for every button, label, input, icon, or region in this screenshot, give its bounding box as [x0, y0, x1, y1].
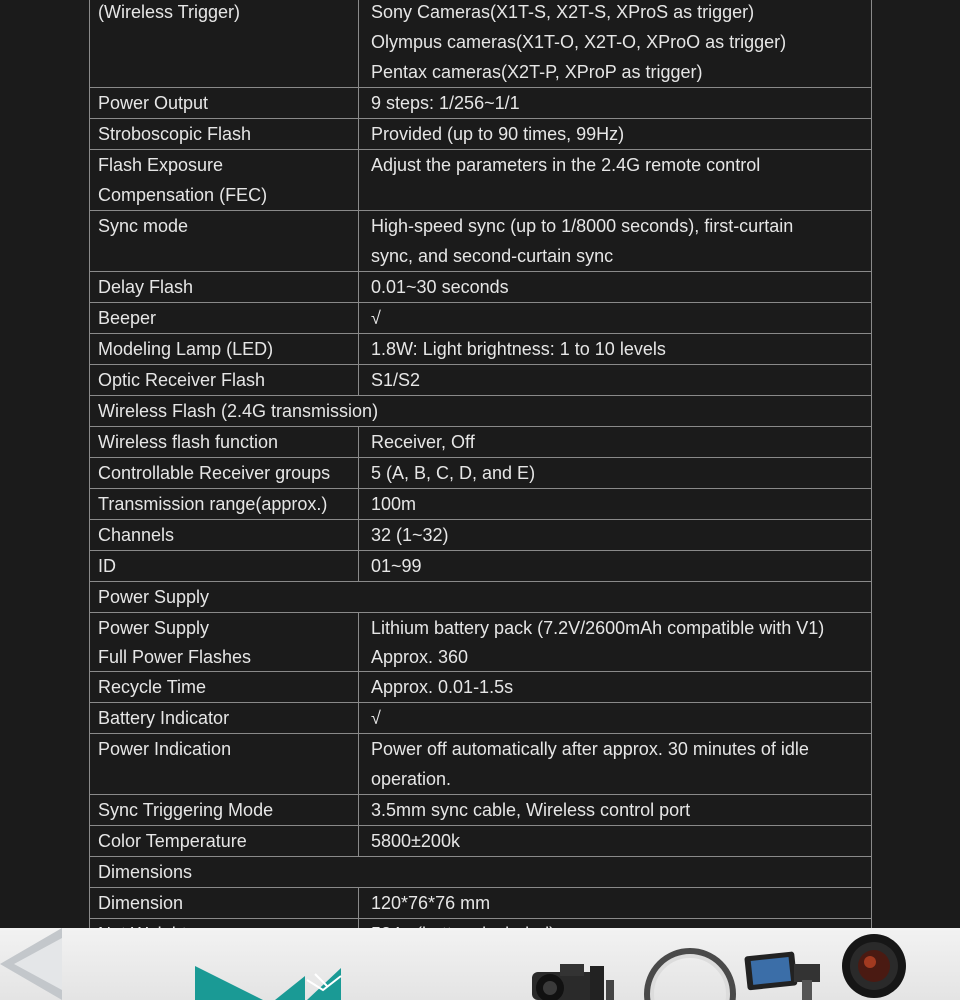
spec-label-line: ID: [98, 556, 116, 576]
spec-label-line: Recycle Time: [98, 677, 207, 697]
spec-value: [359, 826, 872, 857]
table-row: [90, 888, 872, 919]
table-row: [90, 272, 872, 303]
table-row: [90, 489, 872, 520]
spec-value: [359, 334, 872, 365]
spec-label: [90, 150, 359, 211]
spec-label-line: Wireless flash function: [98, 432, 279, 452]
spec-value-line: 5 (A, B, C, D, and E): [371, 463, 536, 483]
spec-value-line: √: [371, 708, 381, 728]
section-row: [90, 857, 872, 888]
table-row: [90, 88, 872, 119]
section-heading: [90, 857, 872, 888]
spec-label: [90, 211, 359, 272]
spec-value-line: 0.01~30 seconds: [371, 277, 509, 297]
spec-value-line: 3.5mm sync cable, Wireless control port: [371, 800, 691, 820]
spec-label: [90, 888, 359, 919]
spec-label-line: (Wireless Trigger): [98, 2, 241, 22]
spec-label-line: Battery Indicator: [98, 708, 230, 728]
spec-value: [359, 427, 872, 458]
table-row: [90, 520, 872, 551]
spec-label: [90, 672, 359, 703]
table-row: [90, 365, 872, 396]
table-row: [90, 211, 872, 272]
spec-label: [90, 427, 359, 458]
section-heading: [90, 582, 872, 613]
section-heading: [90, 396, 872, 427]
section-heading-line: Power Supply: [98, 587, 210, 607]
spec-label: [90, 334, 359, 365]
brand-logo-icon: [195, 966, 345, 1000]
spec-value-line: 100m: [371, 494, 417, 514]
spec-label: [90, 520, 359, 551]
spec-label-line: Controllable Receiver groups: [98, 463, 331, 483]
table-row: [90, 303, 872, 334]
spec-value-line: Sony Cameras(X1T-S, X2T-S, XProS as trigger): [371, 2, 755, 22]
spec-label: [90, 734, 359, 795]
spec-value: [359, 489, 872, 520]
product-banner: [0, 928, 960, 1000]
spec-value-line: High-speed sync (up to 1/8000 seconds), first-curtain: [371, 216, 794, 236]
spec-value-line: 01~99: [371, 556, 422, 576]
spec-label-line: Modeling Lamp (LED): [98, 339, 274, 359]
spec-label-line: Dimension: [98, 893, 184, 913]
spec-label: [90, 119, 359, 150]
spec-value-line: sync, and second-curtain sync: [371, 246, 614, 266]
table-row: [90, 150, 872, 211]
spec-label: [90, 303, 359, 334]
spec-label: [90, 458, 359, 489]
spec-value-line: 32 (1~32): [371, 525, 449, 545]
table-row: [90, 427, 872, 458]
spec-label: [90, 272, 359, 303]
section-heading-line: Wireless Flash (2.4G transmission): [98, 401, 379, 421]
table-row: [90, 119, 872, 150]
spec-value: [359, 672, 872, 703]
spec-label-line: Stroboscopic Flash: [98, 124, 252, 144]
spec-value: [359, 888, 872, 919]
spec-value: [359, 119, 872, 150]
spec-label: [90, 613, 359, 672]
spec-table-body: [90, 0, 872, 950]
spec-label-line: Color Temperature: [98, 831, 247, 851]
spec-value: [359, 734, 872, 795]
section-row: [90, 582, 872, 613]
section-heading-line: Dimensions: [98, 862, 193, 882]
spec-label-line: Power Indication: [98, 739, 232, 759]
table-row: [90, 458, 872, 489]
spec-value: [359, 88, 872, 119]
spec-label-line: Optic Receiver Flash: [98, 370, 266, 390]
previous-arrow-icon[interactable]: [0, 928, 62, 1000]
spec-value-line: Pentax cameras(X2T-P, XProP as trigger): [371, 62, 703, 82]
spec-label-line: Beeper: [98, 308, 157, 328]
camera-icon: [532, 964, 614, 1000]
ring-light-icon: [648, 952, 732, 1000]
spec-label: [90, 551, 359, 582]
table-row: [90, 613, 872, 672]
spec-table: [89, 0, 872, 950]
table-row: [90, 672, 872, 703]
spec-label: [90, 703, 359, 734]
spec-value-line: √: [371, 308, 381, 328]
spec-value-line: S1/S2: [371, 370, 421, 390]
spec-value: [359, 150, 872, 211]
product-thumbnails: [520, 928, 920, 1000]
table-row: [90, 0, 872, 88]
spec-value-line: 1.8W: Light brightness: 1 to 10 levels: [371, 339, 666, 359]
section-row: [90, 396, 872, 427]
spec-value: [359, 703, 872, 734]
table-row: [90, 334, 872, 365]
table-row: [90, 734, 872, 795]
spec-label-line: Transmission range(approx.): [98, 494, 328, 514]
spec-value-line: Approx. 0.01-1.5s: [371, 677, 514, 697]
spec-label: [90, 489, 359, 520]
spec-label-line: Sync Triggering Mode: [98, 800, 274, 820]
spec-value-line: Adjust the parameters in the 2.4G remote control: [371, 155, 761, 175]
table-row: [90, 551, 872, 582]
spec-value: [359, 365, 872, 396]
spec-value-line: Approx. 360: [371, 647, 469, 667]
spec-value-line: Olympus cameras(X1T-O, X2T-O, XProO as trigger): [371, 32, 787, 52]
spec-value-line: Power off automatically after approx. 30 minutes of idle: [371, 739, 809, 759]
spec-label-line: Full Power Flashes: [98, 647, 252, 667]
spec-label-line: Delay Flash: [98, 277, 194, 297]
spec-value: [359, 211, 872, 272]
spec-label-line: Compensation (FEC): [98, 185, 268, 205]
spec-value: [359, 0, 872, 88]
spec-value: [359, 613, 872, 672]
table-row: [90, 703, 872, 734]
spec-value-line: Provided (up to 90 times, 99Hz): [371, 124, 625, 144]
spec-label-line: Channels: [98, 525, 175, 545]
spec-value: [359, 551, 872, 582]
spec-label-line: Power Supply: [98, 618, 210, 638]
spec-label: [90, 88, 359, 119]
spec-value-line: 5800±200k: [371, 831, 460, 851]
spec-value: [359, 458, 872, 489]
spec-value-line: 120*76*76 mm: [371, 893, 491, 913]
spec-label-line: Flash Exposure: [98, 155, 224, 175]
table-row: [90, 826, 872, 857]
spec-value-line: Lithium battery pack (7.2V/2600mAh compatible with V1): [371, 618, 825, 638]
spec-value: [359, 795, 872, 826]
spec-label-line: Power Output: [98, 93, 209, 113]
spec-label: [90, 826, 359, 857]
spec-value-line: 9 steps: 1/256~1/1: [371, 93, 520, 113]
spec-value-line: operation.: [371, 769, 452, 789]
spec-value: [359, 272, 872, 303]
lens-icon: [842, 934, 906, 998]
monitor-icon: [744, 951, 820, 1000]
spec-value: [359, 303, 872, 334]
spec-value-line: Receiver, Off: [371, 432, 475, 452]
spec-label: [90, 365, 359, 396]
table-row: [90, 795, 872, 826]
spec-label-line: Sync mode: [98, 216, 189, 236]
spec-label: [90, 795, 359, 826]
spec-label: [90, 0, 359, 88]
spec-value: [359, 520, 872, 551]
